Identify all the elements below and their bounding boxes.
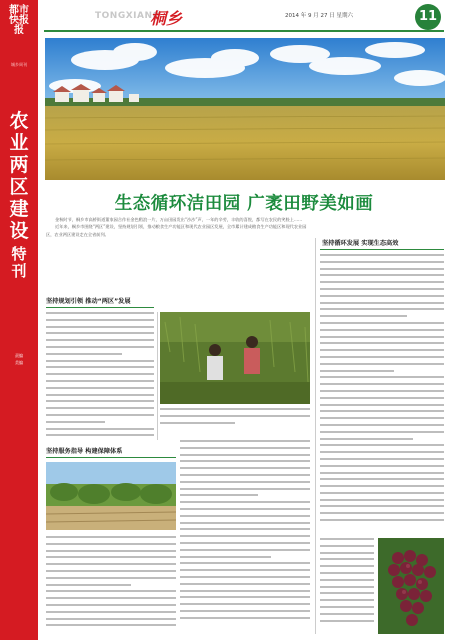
title-char: 农: [9, 110, 29, 132]
masthead-line: 快报: [9, 15, 29, 26]
masthead-subtitle: 城乡周刊: [11, 62, 27, 67]
masthead-line: 都市: [9, 5, 29, 16]
main-headline: 生态循环洁田园 广袤田野美如画: [114, 194, 374, 214]
photo-orchard: [46, 462, 176, 530]
vertical-tag: [3, 246, 35, 280]
lead-para-2: 近年来，桐乡市围绕“两区”建设，坚持规划引领，推动粮食生产功能区和现代农业园区发展，全市累计建成粮食生产功能区和现代农业园区，农业两区建设走在全省前列。: [46, 224, 307, 237]
masthead-line: 报: [14, 25, 24, 36]
section-heading-planning: 坚持规划引领 推动“两区”发展: [46, 298, 131, 305]
column-divider: [315, 238, 316, 634]
tag-char: 特: [11, 245, 27, 263]
article-column-2: [46, 536, 176, 634]
issue-date: 2014 年 9 月 27 日 星期六: [285, 13, 353, 19]
section-rule: [46, 307, 154, 308]
header-rule: [44, 30, 444, 32]
page-number-badge: 11: [415, 4, 441, 30]
article-column-3: [180, 440, 310, 634]
photo-caption: [160, 408, 310, 428]
editor-credits: [4, 352, 34, 366]
title-char: 建: [9, 198, 29, 220]
title-char: 业: [9, 132, 29, 154]
article-column-1: [46, 312, 154, 440]
editor-line: 美编: [15, 360, 23, 365]
lead-paragraph: [46, 216, 310, 238]
tag-char: 刊: [11, 262, 27, 280]
section-rule: [320, 249, 444, 250]
photo-grapes: [378, 538, 444, 634]
section-heading-circular: 坚持循环发展 实现生态高效: [322, 240, 399, 247]
photo-farmers-in-field: [160, 312, 310, 404]
masthead-logo: [2, 6, 36, 36]
side-strip: [0, 0, 38, 640]
column-divider: [157, 312, 158, 440]
vertical-section-title: [3, 110, 35, 242]
hero-photo-rice-field: [45, 38, 445, 180]
section-heading-service: 坚持服务指导 构建保障体系: [46, 448, 123, 455]
section-name-english: TONGXIANG: [95, 11, 161, 21]
article-column-right-lower: [320, 538, 374, 634]
article-column-right: [320, 254, 444, 534]
editor-line: 责编: [15, 353, 23, 358]
title-char: 设: [9, 220, 29, 242]
section-rule: [46, 457, 176, 458]
title-char: 区: [9, 176, 29, 198]
title-char: 两: [9, 154, 29, 176]
section-name: 桐乡: [150, 9, 183, 28]
lead-para-1: 金秋时节，桐乡市高桥街道董家园合作社金色稻浪一片，万亩田园发出“沙沙”声，一年的辛劳，丰收的喜悦，都写在农民的笑脸上……: [55, 217, 303, 222]
